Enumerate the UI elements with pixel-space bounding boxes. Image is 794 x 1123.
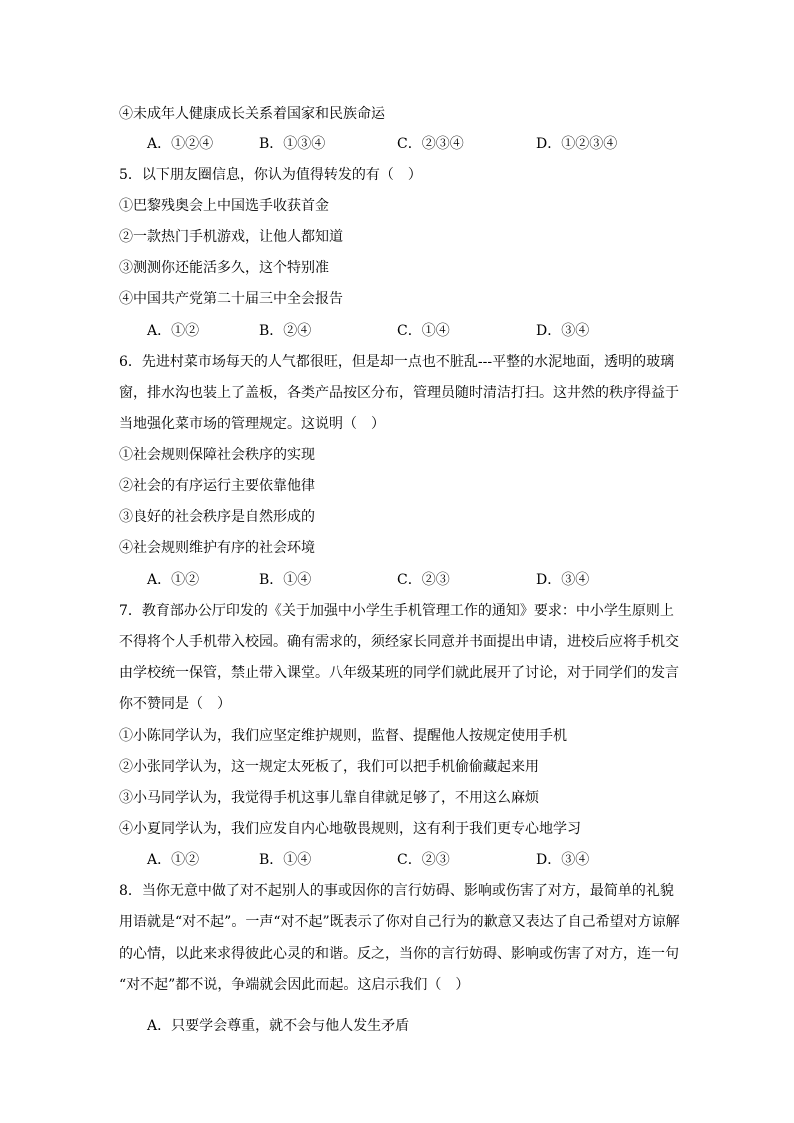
- q6-options: [147, 570, 667, 590]
- q5-option-b: B．②④: [259, 323, 312, 339]
- q6-option-a: A．①②: [147, 572, 200, 588]
- q7-option-d: D．③④: [536, 852, 590, 868]
- q7-stem-line-4: 你不赞同是（ ）: [119, 696, 231, 712]
- q5-option-d: D．③④: [536, 323, 590, 339]
- q5-options: [147, 321, 667, 341]
- q6-stem-line-3: 当地强化菜市场的管理规定。这说明（ ）: [119, 416, 385, 432]
- q4-option-d: D．①②③④: [536, 136, 618, 152]
- q7-options: [147, 850, 667, 870]
- q4-option-a: A．①②④: [147, 136, 214, 152]
- q7-option-b: B．①④: [259, 852, 312, 868]
- q6-item-3: ③良好的社会秩序是自然形成的: [119, 509, 315, 525]
- q6-option-c: C．②③: [397, 572, 450, 588]
- q6-item-2: ②社会的有序运行主要依靠他律: [119, 478, 315, 494]
- q6-item-1: ①社会规则保障社会秩序的实现: [119, 447, 315, 463]
- q6-item-4: ④社会规则维护有序的社会环境: [119, 540, 315, 556]
- q4-option-c: C．②③④: [397, 136, 464, 152]
- q7-stem-line-3: 由学校统一保管，禁止带入课堂。八年级某班的同学们就此展开了讨论，对于同学们的发言: [119, 665, 679, 681]
- q5-stem: 5．以下朋友圈信息，你认为值得转发的有（ ）: [119, 167, 422, 183]
- q4-options: [147, 134, 667, 154]
- q5-item-2: ②一款热门手机游戏，让他人都知道: [119, 229, 343, 245]
- q7-item-1: ①小陈同学认为，我们应坚定维护规则，监督、提醒他人按规定使用手机: [119, 728, 567, 744]
- q5-item-4: ④中国共产党第二十届三中全会报告: [119, 291, 343, 307]
- q7-item-4: ④小夏同学认为，我们应发自内心地敬畏规则，这有利于我们更专心地学习: [119, 821, 581, 837]
- q8-stem-line-3: 的心情，以此来求得彼此心灵的和谐。反之，当你的言行妨碍、影响或伤害了对方，连一句: [119, 946, 679, 962]
- q6-option-b: B．①④: [259, 572, 312, 588]
- q7-option-c: C．②③: [397, 852, 450, 868]
- q8-stem-line-1: 8．当你无意中做了对不起别人的事或因你的言行妨碍、影响或伤害了对方，最简单的礼貌: [119, 883, 674, 899]
- q4-option-b: B．①③④: [259, 136, 326, 152]
- q7-item-2: ②小张同学认为，这一规定太死板了，我们可以把手机偷偷藏起来用: [119, 759, 539, 775]
- q8-option-a: A．只要学会尊重，就不会与他人发生矛盾: [147, 1018, 410, 1034]
- q7-option-a: A．①②: [147, 852, 200, 868]
- q5-item-3: ③测测你还能活多久，这个特别准: [119, 260, 329, 276]
- q6-stem-line-2: 窗，排水沟也装上了盖板，各类产品按区分布，管理员随时清洁打扫。这井然的秩序得益于: [119, 385, 679, 401]
- q5-item-1: ①巴黎残奥会上中国选手收获首金: [119, 198, 329, 214]
- q6-stem-line-1: 6．先进村菜市场每天的人气都很旺，但是却一点也不脏乱---平整的水泥地面，透明的玻璃: [119, 354, 675, 370]
- q5-option-a: A．①②: [147, 323, 200, 339]
- q6-option-d: D．③④: [536, 572, 590, 588]
- q8-stem-line-4: “对不起”都不说，争端就会因此而起。这启示我们（ ）: [119, 977, 470, 993]
- q7-item-3: ③小马同学认为，我觉得手机这事儿靠自律就足够了，不用这么麻烦: [119, 790, 539, 806]
- q7-stem-line-1: 7．教育部办公厅印发的《关于加强中小学生手机管理工作的通知》要求：中小学生原则上: [119, 603, 674, 619]
- q4-item-4: ④未成年人健康成长关系着国家和民族命运: [119, 106, 385, 122]
- q8-stem-line-2: 用语就是“对不起”。一声“对不起”既表示了你对自己行为的歉意又表达了自己希望对方谅解: [119, 914, 680, 930]
- q7-stem-line-2: 不得将个人手机带入校园。确有需求的，须经家长同意并书面提出申请，进校后应将手机交: [119, 634, 679, 650]
- q5-option-c: C．①④: [397, 323, 450, 339]
